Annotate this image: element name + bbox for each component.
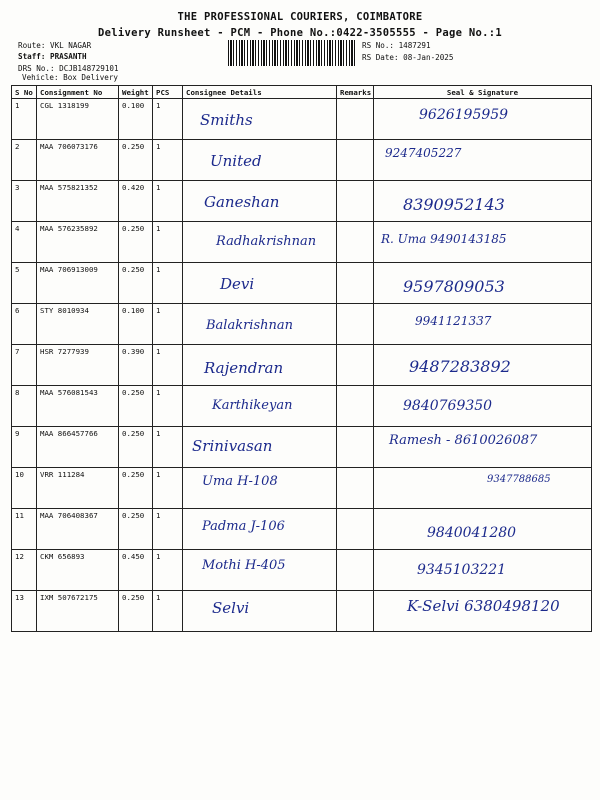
header-sno: S No bbox=[12, 86, 37, 99]
cell-consignee bbox=[183, 427, 337, 468]
cell-signature bbox=[374, 222, 592, 263]
consignee-handwriting: Balakrishnan bbox=[206, 318, 294, 333]
consignee-handwriting: Devi bbox=[220, 275, 255, 293]
table-row bbox=[12, 304, 592, 345]
consignee-handwriting: Srinivasan bbox=[192, 437, 273, 455]
signature-handwriting: 9487283892 bbox=[409, 357, 511, 376]
consignee-handwriting: Rajendran bbox=[204, 359, 284, 377]
runsheet-table bbox=[11, 85, 592, 632]
cell-sno: 8 bbox=[12, 386, 37, 427]
cell-sno: 4 bbox=[12, 222, 37, 263]
cell-sno: 13 bbox=[12, 591, 37, 632]
cell-signature bbox=[374, 181, 592, 222]
header-weight: Weight bbox=[119, 86, 153, 99]
rs-number: RS No.: 1487291 bbox=[362, 41, 431, 50]
cell-weight: 0.420 bbox=[119, 181, 153, 222]
table-row bbox=[12, 427, 592, 468]
cell-sno: 6 bbox=[12, 304, 37, 345]
cell-consignment: MAA 706408367 bbox=[37, 509, 119, 550]
cell-consignment: VRR 111284 bbox=[37, 468, 119, 509]
cell-sno: 5 bbox=[12, 263, 37, 304]
cell-sno: 3 bbox=[12, 181, 37, 222]
cell-consignee bbox=[183, 99, 337, 140]
cell-consignment: MAA 866457766 bbox=[37, 427, 119, 468]
cell-consignee bbox=[183, 591, 337, 632]
cell-pcs: 1 bbox=[153, 99, 183, 140]
cell-weight: 0.250 bbox=[119, 263, 153, 304]
header-consignment: Consignment No bbox=[37, 86, 119, 99]
consignee-handwriting: Uma H-108 bbox=[202, 474, 278, 489]
signature-handwriting: 9597809053 bbox=[403, 277, 505, 296]
cell-pcs: 1 bbox=[153, 591, 183, 632]
cell-signature bbox=[374, 140, 592, 181]
consignee-handwriting: Karthikeyan bbox=[212, 398, 293, 413]
cell-consignment: STY 8010934 bbox=[37, 304, 119, 345]
signature-handwriting: R. Uma 9490143185 bbox=[381, 232, 507, 246]
cell-pcs: 1 bbox=[153, 550, 183, 591]
cell-signature bbox=[374, 263, 592, 304]
signature-handwriting: 9840041280 bbox=[427, 525, 517, 541]
signature-handwriting: 8390952143 bbox=[403, 195, 505, 214]
cell-weight: 0.250 bbox=[119, 427, 153, 468]
cell-pcs: 1 bbox=[153, 263, 183, 304]
signature-handwriting: 9347788685 bbox=[487, 474, 551, 485]
staff-label: Staff: PRASANTH bbox=[18, 52, 87, 61]
table-row bbox=[12, 263, 592, 304]
cell-consignee bbox=[183, 181, 337, 222]
cell-consignment: HSR 7277939 bbox=[37, 345, 119, 386]
cell-pcs: 1 bbox=[153, 345, 183, 386]
cell-weight: 0.250 bbox=[119, 468, 153, 509]
cell-signature bbox=[374, 468, 592, 509]
cell-sno: 1 bbox=[12, 99, 37, 140]
consignee-handwriting: Ganeshan bbox=[204, 193, 280, 211]
cell-consignee bbox=[183, 222, 337, 263]
rs-date: RS Date: 08-Jan-2025 bbox=[362, 53, 454, 62]
cell-pcs: 1 bbox=[153, 181, 183, 222]
consignee-handwriting: Mothi H-405 bbox=[202, 558, 286, 573]
cell-weight: 0.250 bbox=[119, 140, 153, 181]
cell-consignee bbox=[183, 345, 337, 386]
cell-consignment: CGL 1318199 bbox=[37, 99, 119, 140]
cell-pcs: 1 bbox=[153, 304, 183, 345]
table-row bbox=[12, 509, 592, 550]
route-label: Route: VKL NAGAR bbox=[18, 41, 92, 50]
cell-weight: 0.250 bbox=[119, 509, 153, 550]
cell-consignment: MAA 575821352 bbox=[37, 181, 119, 222]
cell-consignee bbox=[183, 386, 337, 427]
cell-consignment: MAA 576081543 bbox=[37, 386, 119, 427]
cell-weight: 0.100 bbox=[119, 99, 153, 140]
cell-signature bbox=[374, 345, 592, 386]
cell-pcs: 1 bbox=[153, 140, 183, 181]
cell-pcs: 1 bbox=[153, 386, 183, 427]
cell-consignment: IXM 507672175 bbox=[37, 591, 119, 632]
cell-pcs: 1 bbox=[153, 222, 183, 263]
cell-weight: 0.450 bbox=[119, 550, 153, 591]
document-subtitle: Delivery Runsheet - PCM - Phone No.:0422-3505555 - Page No.:1 bbox=[98, 27, 502, 39]
cell-signature bbox=[374, 591, 592, 632]
cell-weight: 0.390 bbox=[119, 345, 153, 386]
cell-signature bbox=[374, 427, 592, 468]
cell-signature bbox=[374, 99, 592, 140]
table-row bbox=[12, 591, 592, 632]
vehicle-label: Vehicle: Box Delivery bbox=[22, 73, 119, 82]
document-title: THE PROFESSIONAL COURIERS, COIMBATORE bbox=[177, 11, 423, 23]
signature-handwriting: 9626195959 bbox=[419, 107, 509, 123]
cell-signature bbox=[374, 550, 592, 591]
cell-consignee bbox=[183, 509, 337, 550]
header-signature: Seal & Signature bbox=[374, 86, 592, 99]
cell-sno: 7 bbox=[12, 345, 37, 386]
barcode bbox=[228, 40, 356, 66]
drs-number: DRS No.: DCJB148729101 bbox=[18, 64, 119, 73]
cell-pcs: 1 bbox=[153, 427, 183, 468]
consignee-handwriting: Selvi bbox=[212, 599, 250, 617]
header-pcs: PCS bbox=[153, 86, 183, 99]
cell-weight: 0.250 bbox=[119, 222, 153, 263]
header-remarks: Remarks bbox=[337, 86, 374, 99]
table-row bbox=[12, 468, 592, 509]
signature-handwriting: Ramesh - 8610026087 bbox=[389, 433, 538, 448]
cell-pcs: 1 bbox=[153, 468, 183, 509]
cell-consignment: MAA 706913009 bbox=[37, 263, 119, 304]
cell-pcs: 1 bbox=[153, 509, 183, 550]
cell-consignment: MAA 576235892 bbox=[37, 222, 119, 263]
cell-weight: 0.250 bbox=[119, 386, 153, 427]
cell-sno: 11 bbox=[12, 509, 37, 550]
signature-handwriting: 9345103221 bbox=[417, 562, 507, 578]
cell-sno: 9 bbox=[12, 427, 37, 468]
consignee-handwriting: Radhakrishnan bbox=[216, 234, 317, 249]
table-row bbox=[12, 181, 592, 222]
cell-consignment: MAA 706073176 bbox=[37, 140, 119, 181]
cell-consignment: CKM 656893 bbox=[37, 550, 119, 591]
cell-sno: 2 bbox=[12, 140, 37, 181]
cell-signature bbox=[374, 386, 592, 427]
table-row bbox=[12, 345, 592, 386]
cell-consignee bbox=[183, 263, 337, 304]
cell-remarks bbox=[337, 427, 374, 468]
cell-consignee bbox=[183, 550, 337, 591]
table-row bbox=[12, 550, 592, 591]
cell-sno: 10 bbox=[12, 468, 37, 509]
signature-handwriting: 9941121337 bbox=[415, 314, 492, 328]
table-header-row bbox=[12, 86, 592, 99]
table-row bbox=[12, 99, 592, 140]
cell-consignee bbox=[183, 304, 337, 345]
signature-handwriting: 9840769350 bbox=[403, 398, 493, 414]
table-row bbox=[12, 222, 592, 263]
cell-consignee bbox=[183, 140, 337, 181]
consignee-handwriting: United bbox=[210, 152, 262, 170]
cell-sno: 12 bbox=[12, 550, 37, 591]
table-row bbox=[12, 386, 592, 427]
consignee-handwriting: Padma J-106 bbox=[202, 519, 285, 534]
cell-signature bbox=[374, 509, 592, 550]
cell-signature bbox=[374, 304, 592, 345]
signature-handwriting: K-Selvi 6380498120 bbox=[407, 597, 560, 615]
header-consignee: Consignee Details bbox=[183, 86, 337, 99]
cell-weight: 0.250 bbox=[119, 591, 153, 632]
table-row bbox=[12, 140, 592, 181]
signature-handwriting: 9247405227 bbox=[385, 146, 462, 160]
cell-consignee bbox=[183, 468, 337, 509]
cell-weight: 0.100 bbox=[119, 304, 153, 345]
consignee-handwriting: Smiths bbox=[200, 111, 253, 129]
